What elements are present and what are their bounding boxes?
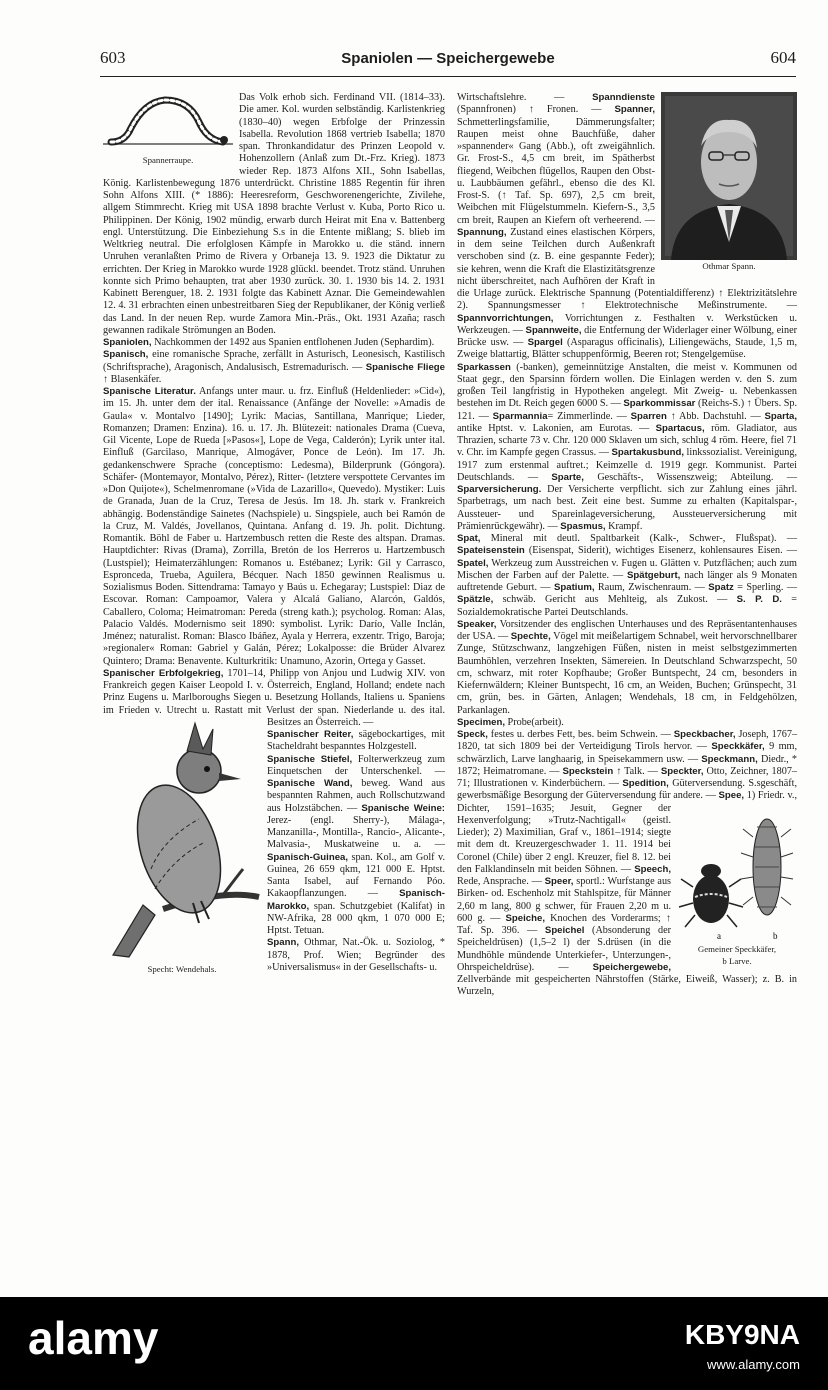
entry-text: (Spannfronen) ↑ Fronen. —: [457, 104, 602, 116]
entry-text: Schmetterlingsfamilie, Dämmerungsfalter; Raupen meist ohne Bauchfüße, daher »spannender« Gang (Abb.), oft zweigähnlich. Gr. Frost-S., 4,5 cm breit, im Spätherbst fliegend, Weibchen flügellos, Raupen den Obst- u. Laubbäumen gefährl., ebenso die des Kl. Frost-S. (↑ Taf. Sp. 697), 2,5 cm breit, Weibchen mit Flügelstummeln. Kiefern-S., 3,5 cm breit, Raupen an Kiefern oft verheerend. —: [457, 116, 655, 226]
label-b: b: [773, 930, 778, 941]
headword: Spanisch-Guinea,: [267, 851, 349, 863]
entry-spanner: [457, 92, 797, 362]
beetle-adult: [679, 864, 743, 927]
headword: Spartacus,: [655, 422, 705, 434]
entry-speaker: [457, 619, 797, 717]
headword: Speckbacher,: [673, 729, 736, 740]
entry-text: Vorrichtungen z. Festhalten v. Werkstücken u. Werkzeugen. —: [457, 312, 797, 336]
headword: Speer,: [544, 876, 574, 887]
entry-text: schwäb. Gericht aus Mehlteig, als Zukost. —: [502, 594, 728, 606]
entry-text: linkssozialist. Vereinigung, 1917 zum erstenmal auftret.; Keimzelle d. 1919 gegr. Kommunist. Partei Deutschlands. —: [457, 447, 798, 483]
right-column: [457, 92, 797, 999]
entry-text: Folterwerkzeug zum Einquetschen der Unterschenkel. —: [267, 753, 445, 777]
entry-text: (-banken), gemeinnützige Anstalten, die meist v. Kommunen od Staat gegr., den Sparsinn fördern wollen. Die Einlagen werden v. den S. zum großen Teil langfristig in Hypotheken angelegt. Mit Zweig- u. Nebenkassen bestehen im Dt. Reich gegen 6000 S. —: [457, 361, 797, 410]
entry-text: Nachkommen der 1492 aus Spanien entflohenen Juden (Sephardim).: [154, 337, 435, 348]
entry-spanisch: [103, 349, 445, 386]
headword: Spedition,: [622, 778, 669, 789]
entry-text: span. Kol., am Golf v. Guinea, 26 659 qkm, 121 000 E. Hptst. Santa Isabel, auf Fernando Póo. Kakaopflanzungen. —: [267, 851, 445, 900]
entry-text: Vorsitzender des englischen Unterhauses und des Repräsentantenhauses der USA. —: [457, 618, 797, 642]
headword: Speckstein: [562, 765, 614, 777]
entry-text: = Sperling. —: [737, 582, 798, 593]
alamy-logo: alamy: [28, 1312, 159, 1364]
entry-text: beweg. Wand aus bespannten Rahmen, auch Rollschutzwand aus Holzstäbchen. —: [267, 778, 445, 814]
beetle-caption-2: b Larve.: [722, 955, 752, 966]
entry-text: Krampf.: [608, 520, 643, 532]
history-body: Das Volk erhob sich. Ferdinand VII. (1814–33). Die amer. Kol. wurden selbständig. Karlistenkrieg (1830–40) wegen Erbfolge der Prinzessin Isabella. Revolution 1868 vertrieb Isabella; 1870 span. Thronkandidatur des Prinzen Leopold v. Hohenzollern (Anlaß zum Dt.-Frz. Krieg). 1873 wieder Rep. 1873 Alfons XII., Sohn Isabellas, König. Karlistenbewegung 1876 unterdrückt. Christine 1885 Regentin für ihren Sohn Alfons XIII. (* 1886): Heeresreform, Geschworenengerichte, Zivilehe, allgem Stimmrecht. Krieg mit USA 1898 brachte Verlust v. Kuba, Porto Rico u. Philippinen. Der König, 1902 mündig, erwarb durch Heirat mit Ena v. Battenberg engl. Unterstützung. Die Einbeziehung S.s in die Entente mißlang; S. blieb im Weltkrieg neutral. Die erfolglosen Kämpfe in Marokko u. die ständ. innern Unruhen veranlaßten Primo de Rivera y Orbaneja 13. 9. 1923 die Diktatur zu errichten. Der Krieg in Marokko wurde 1928 glückl. beendet. Trotz ständ. Unruhen konnte sich Primo behaupten, trat aber 1930 zurück. 30. 1. 1930 bis 14. 2. 1931 Kabinett Berenguer, 18. 2. 1931 folgte das Kabinett Aznar. Die Gemeindewahlen 12. 4. 31 erbrachten einen unbestreitbaren Sieg der Republikaner, der König verließ das Land. In der neuen Rep. wurde Zamora Min.-Präs., Okt. 1931 Azaña; rasch gewannen radikale Strömungen an Boden.: [103, 92, 445, 336]
entry-text: antike Hptst. v. Lakonien, am Eurotas. —: [457, 422, 650, 434]
entry-text: Diedr., * 1872; Heimatromane. —: [457, 753, 797, 777]
entry-text: Jerez- (engl. Sherry-), Málaga-, Manzanilla-, Montilla-, Rancio-, Alicante-, Malvasia-, Muskatweine u. a. —: [267, 814, 445, 851]
entry-text: Zellverbände mit gespeicherten Nährstoffen (Stärke, Eiweiß, Wasser); z. B. in Wurzeln,: [457, 974, 797, 998]
entry-sparkassen: [457, 362, 797, 534]
entry-text: Rede, Ansprache. —: [457, 876, 542, 887]
headword: Speichel: [544, 925, 585, 936]
headword: Spätzle,: [457, 594, 494, 606]
entry-text: Mineral mit deutl. Spaltbarkeit (Kalk-, Schwer-, Flußspat). —: [490, 533, 798, 544]
entry-text: ↑ Talk. —: [616, 765, 658, 777]
entry-text: Zustand eines elastischen Körpers, in dem seine Teilchen durch Außenkraft verschoben sind (z. B. eine gespannte Feder); sie kehren, wenn die Kraft die Elastizitätsgrenze nicht überschreitet, nach Aufhören der Kraft in die Urlage zurück. Elektrische Spannung (Potentialdifferenz) ↑ Elektrizitätslehre 2). Spannungsmesser ↑ Elektrotechnische Meßinstrumente. —: [457, 226, 797, 312]
headword: Spaniolen,: [103, 337, 152, 348]
portrait-figure: [661, 92, 797, 274]
headword: Spannung,: [457, 226, 507, 238]
headword: Spargel: [527, 337, 563, 348]
entry-text: span. Schutzgebiet (Kalifat) in NW-Afrika, 28 000 qkm, 1 070 000 E; Hptst. Tetuan.: [267, 900, 445, 936]
entry-text: sägebockartiges, mit Stacheldraht bespanntes Holzgestell.: [267, 729, 446, 753]
entry-text: ↑ Abb. Dachstuhl. —: [670, 410, 761, 422]
caterpillar-caption: Spannerraupe.: [142, 155, 194, 165]
headword: Spanischer Reiter,: [267, 729, 354, 740]
entry-spaniolen: [103, 337, 445, 349]
headword: Speech,: [634, 863, 671, 875]
headword: Spanische Stiefel,: [267, 753, 353, 765]
headword: Specimen,: [457, 716, 505, 728]
entry-text: Geschäfts-, Wissenszweig; Abteilung. —: [597, 471, 798, 483]
headword: Speckmann,: [701, 753, 758, 765]
entry-text: 1701–14, Philipp von Anjou und Ludwig XIV. von Frankreich gegen Kaiser Leopold I. v. Österreich, England, Holland; endete nach Prinz Eugens u. Marlboroughs Siegen u. Besetzung Hollands, Italiens u. Spaniens im Frieden v. Utrecht u. Rastatt mit Verlust der span. Niederlande u. des ital. Besitzes an Österreich. —: [103, 667, 445, 728]
headword: Spanndienste: [592, 92, 655, 103]
headword: Spat,: [457, 533, 481, 544]
entry-text: (Eisenspat, Siderit), wichtiges Eisenerz, kohlensaures Eisen. —: [528, 545, 797, 557]
entry-text: nach länger als 9 Monaten auftretende Geburt. —: [457, 569, 798, 593]
headword: Sparta,: [764, 410, 798, 422]
headword: Spanische Literatur.: [103, 386, 196, 397]
headword: Spechte,: [510, 631, 551, 642]
entry-text: Otto, Zeichner, 1807–71; Illustrationen v. Kinderbüchern. —: [457, 765, 798, 789]
headword: Sparversicherung.: [457, 484, 542, 495]
headword: Speckter,: [660, 765, 704, 777]
entry-text: röm. Gladiator, aus Thrazien, scharte 73 v. Chr. 120 000 Sklaven um sich, schlug 4 röm. Heere, fiel 71 v. Chr. im Kampfe gegen Crassus. —: [457, 422, 798, 459]
entry-spat: [457, 533, 797, 619]
image-id: KBY9NA: [684, 1319, 800, 1350]
headword: Speck,: [457, 729, 488, 740]
beetle-figure: [677, 807, 797, 971]
headword: Spannvorrichtungen,: [457, 312, 554, 324]
headword: Spee,: [718, 790, 745, 802]
entry-text: eine romanische Sprache, zerfällt in Asturisch, Leonesisch, Kastilisch (Schriftsprache), Aragonisch, Andalusisch, Estremadurisch. —: [103, 349, 446, 373]
entry-text: Knochen des Vorderarms; ↑ Taf. Sp. 396. —: [457, 912, 671, 936]
headword: Spanische Wand,: [267, 778, 353, 789]
headword: S. P. D.: [736, 594, 782, 606]
caterpillar-figure: [103, 92, 233, 166]
headword: Spartakusbund,: [611, 447, 684, 459]
beetle-caption: Gemeiner Speckkäfer,: [697, 943, 777, 954]
beetle-illustration: [677, 807, 797, 943]
headword: Sparkassen: [457, 361, 511, 373]
headword: Spann,: [267, 937, 299, 949]
entry-text: Othmar, Nat.-Ök. u. Soziolog, * 1878, Prof. Wien; Begründer des »Universalismus« in der Gesellschafts- u.: [267, 937, 445, 973]
headword: Spanische Weine:: [361, 802, 445, 814]
entry-text: Wirtschaftslehre. —: [457, 92, 565, 103]
entry-text: 9 mm, schwärzlich, Larve langhaarig, in Speisekammern usw. —: [457, 741, 797, 765]
headword: Sparkommissar: [623, 398, 696, 410]
beetle-larva: [741, 819, 793, 915]
entry-literatur: [103, 386, 445, 668]
label-a: a: [717, 930, 721, 941]
entry-text: Joseph, 1767–1820, tat sich 1809 bei der Verteidigung Tirols hervor. —: [457, 729, 798, 753]
headword: Speiche,: [505, 912, 545, 924]
headword: Sparren: [630, 410, 667, 422]
headword: Spateisenstein: [457, 545, 525, 557]
entry-text: (Reichs-S.) ↑ Übers. Sp. 121. —: [457, 398, 798, 422]
headword: Spätgeburt,: [627, 569, 681, 581]
entry-text: (Asparagus officinalis), Liliengewächs, Staude, 1,5 m, Zweige blattartig, Blätter schuppenförmig, Beeren rot; Stengelgemüse.: [457, 337, 798, 361]
headword: Spanische Fliege: [365, 361, 445, 373]
headword: Speichergewebe,: [592, 961, 671, 973]
headword: Sparmannia: [492, 410, 548, 422]
headword: Spatium,: [554, 582, 595, 593]
entry-speck: [457, 729, 797, 999]
entry-text: (Absonderung der Speicheldrüsen) (1,5–2 l) der S.drüsen (in die Mundhöhle mündende Unterkiefer-, Unterzungen-, Ohrspeicheldrüse). —: [457, 925, 671, 973]
headword: Spatel,: [457, 557, 489, 569]
entry-text: sportl.: Wurfstange aus Birken- od. Eschenholz mit Stahlspitze, für Männer 2,60 m lang, 800 g schwer, für Frauen 2,20 m u. 600 g. —: [457, 876, 671, 924]
headword: Spanner,: [614, 104, 655, 116]
entry-text: = Zimmerlinde. —: [547, 410, 627, 422]
spain-history-text: [103, 92, 445, 337]
headword: Speckkäfer,: [711, 741, 765, 753]
bird-caption: Specht: Wendehals.: [147, 963, 217, 974]
headword: Spanischer Erbfolgekrieg,: [103, 667, 224, 679]
entry-text: Raum, Zwischenraum. —: [597, 582, 705, 593]
left-column: [103, 92, 445, 977]
entry-text: 1) Friedr. v., Dichter, 1591–1635; Jesuit, Gegner der Hexenverfolgung; »Trutz-Nachtigall« (geistl. Lieder); 2) Maximilian, Graf v., 1861–1914; siegte mit dem dt. Kreuzergeschwader 1. 11. 1914 bei Coronel (Chile) über 2 engl. Kreuzer, fiel 8. 12. bei den Falklandinseln mit beiden Söhnen. —: [457, 790, 797, 875]
headword: Sparte,: [551, 471, 584, 483]
caterpillar-illustration: [103, 92, 233, 154]
headword: Spannweite,: [525, 324, 582, 336]
entry-text: Anfangs unter maur. u. frz. Einfluß (Heldenlieder: »Cid«), im 15. Jh. unter dem der ital. Renaissance (Anfänge der Novelle: »Amadis de Gaula« v. Montalvo [1490]; Lyrik: Macias, Santillana, Manrique; Lieder, Romanzen; Dramen: Enzina). 16. u. 17. Jh. Blütezeit: nationales Drama (Cueva, Gil Vicente, Lope de Rueda [»Pasos«], Lope de Vega, Calderón); Lyrik unter ital. Einfluß (Garcilaso, Manrique, Almogáver, Ponce de León). Im 17. Jh. gedankenschwere Sprache (conceptismo: Ledesma), Bilderprunk (Góngora). Schäfer- (Montemayor, Montalvo, Pérez), Ritter- (letztere verspottete Cervantes im »Don Quijote«), Schelmenromane (»Vida de Lazarillo«, Quevedo). Mystiker: Luis de Granada, Juan de la Cruz, Teresa de Jesús. Im 18. Jh. stark v. Frankreich abhängig. Bodenständige Sainetes (Nachspiele) u. Singspiele, auch bei Ramón de la Cruz, M. Valdés, Jovellanos, Quintana. Anfang d. 19. Jh. polit. Dichtung. Romantik. Böhl de Faber u. Hartzembusch retten die Reste des altspan. Dramas. Hauptdichter: Rivas (Drama), Zorrilla, Bretón de los Herreros u. Hartzembusch (Lustspiel); Heimaterzählungen: Romanos u. Estébanez; Lyrik: Gil y Carrasco, Espronceda, Trueba, Aguilera, Bécquer. Nach 1850 gewinnen Realismus u. Sozialismus Boden. Sittendrama: Tamayo y Baús u. Echegaray; Lustspiel: Diaz de Escovar. Roman: Campoamor, Valera y Alcalá Galiano, Alarcón, Galdós, Caballero, Coloma; Heimatroman: Pereda (streng kath.); psycholog. Roman: Alas, Palacio Valdés. Modernismo seit 1890: symbolist. Lyrik: Darío, Valle Inclán, Jménez; naturalist. Roman: Blasco Ibáñez, Ayala y Herrera, exzentr. Trigo, Baroja; »regionaler« Roman: Gabriel y Galán, Pérez; Lokalposse: die Brüder Alvarez Quintero; Drama: Benavente. Kulturkritik: Unamuno, Azorin, Ortega y Gasset.: [103, 386, 445, 667]
headword: Spanisch,: [103, 349, 149, 361]
headword: Spatz: [708, 582, 734, 593]
left-page-number: 603: [100, 48, 126, 67]
woodpecker-figure: [103, 719, 261, 977]
entry-text: = Sozialdemokratische Partei Deutschlands.: [457, 594, 798, 618]
wryneck-illustration: [103, 719, 261, 963]
headword: Speaker,: [457, 618, 497, 630]
entry-specimen: [457, 717, 797, 729]
watermark-url: www.alamy.com: [707, 1357, 800, 1372]
portrait-photo: [661, 92, 797, 260]
portrait-caption: Othmar Spann.: [702, 261, 756, 271]
headword: Spanisch-Marokko,: [267, 888, 445, 912]
entry-text: ↑ Blasenkäfer.: [103, 373, 162, 385]
right-page-number: 604: [770, 48, 796, 67]
entry-text: Probe(arbeit).: [507, 716, 564, 728]
running-title: Spaniolen — Speichergewebe: [341, 50, 555, 67]
headword: Spasmus,: [560, 520, 606, 532]
entry-text: Vögel mit meißelartigem Schnabel, weit hervorschnellbarer Zunge, Stützschwanz, langzehigen Füßen, nisten in meist selbstgezimmerten Baumhöhlen, verzehren Insekten, Sämereien. In Deutschland Schwarzspecht, 50 cm, schwarz, mit roter Kopfhaube; Großer Buntspecht, 24 cm, besonders in Kiefernwäldern; Kleiner Buntspecht, 16 cm, an Weiden, Buchen; Grünspecht, 31 cm, grün, bes. in Gärten, Anlagen; Wendehals, 18 cm, in Feldgehölzen, Parkanlagen.: [457, 631, 797, 716]
entry-text: Der Versicherte verpflicht. sich zur Zahlung eines jährl. Sparbetrags, um nach best. Zeit eine best. Summe zu erhalten (Kapitalspar-, Aussteuer- und Spareinlageversicherung, Aussteuerversicherung mit Prämienrückgewähr). —: [457, 484, 798, 532]
entry-text: die Entfernung der Widerlager einer Wölbung, einer Brücke usw. —: [457, 324, 798, 348]
stock-watermark-bar: [0, 1297, 828, 1390]
entry-text: Werkzeug zum Ausstreichen v. Fugen u. Glätten v. Putzflächen; auch zum Mischen der Farben auf der Palette. —: [457, 557, 797, 581]
page-header: [100, 46, 796, 77]
entry-text: Güterversendung. S.sgeschäft, gewerbsmäßige Besorgung der Güterversendung für andere. —: [457, 778, 798, 802]
entry-text: festes u. derbes Fett, bes. beim Schwein. —: [490, 729, 671, 740]
